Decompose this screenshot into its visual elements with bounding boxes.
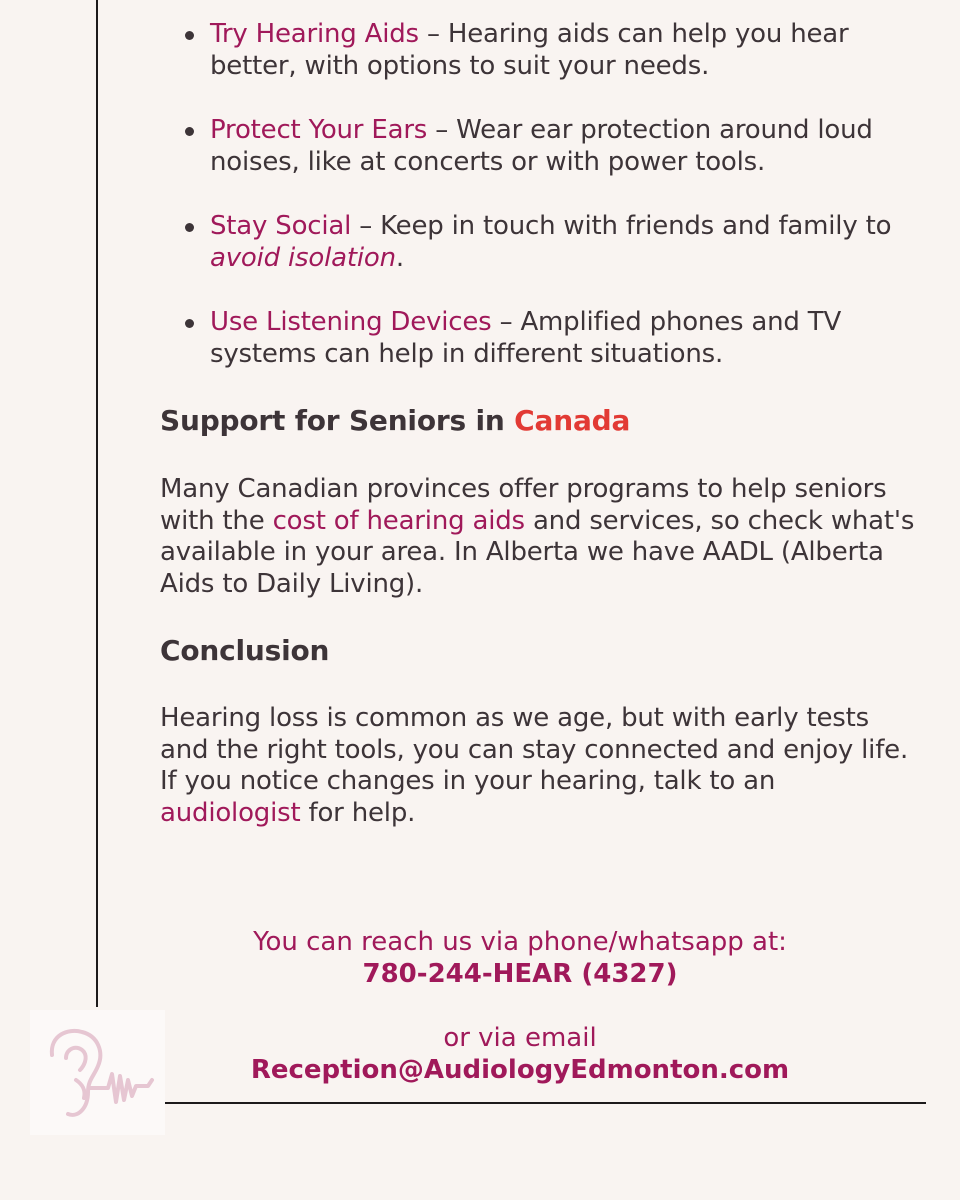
support-text-before: Many Canadian provinces offer programs to help seniors with the: [160, 474, 887, 536]
conclusion-text-before: Hearing loss is common as we age, but with early tests and the right tools, you can stay connected and enjoy life. If you notice changes in your hearing, talk to an: [160, 703, 909, 796]
bullet-icon: [185, 319, 194, 328]
bullet-icon: [185, 223, 194, 232]
support-heading: [160, 404, 630, 438]
tips-list: [160, 18, 900, 402]
phone-intro: You can reach us via phone/whatsapp at:: [253, 927, 787, 957]
tip-dash: –: [491, 307, 521, 337]
tip-text: Amplified phones and TV systems can help in different situations.: [210, 307, 842, 369]
cost-of-hearing-aids-link[interactable]: cost of hearing aids: [272, 505, 525, 536]
list-item: [160, 306, 900, 370]
support-text-after: and services, so check what's available in your area. In Alberta we have AADL (Alberta Aids to Daily Living).: [160, 505, 915, 599]
audiologist-link[interactable]: audiologist: [160, 797, 301, 828]
tip-dash: –: [351, 211, 381, 241]
ear-waveform-icon: [30, 1010, 165, 1135]
conclusion-paragraph: [160, 703, 920, 829]
tip-title: Use Listening Devices: [210, 307, 492, 337]
tip-tail: .: [395, 243, 404, 273]
tip-text: Hearing aids can help you hear better, with options to suit your needs.: [210, 19, 849, 81]
email-intro: or via email: [443, 1023, 597, 1053]
tip-title: Try Hearing Aids: [210, 19, 419, 49]
bullet-icon: [185, 127, 194, 136]
support-heading-prefix: Support for Seniors in: [160, 404, 515, 437]
email-address-text[interactable]: Reception@AudiologyEdmonton.com: [250, 1055, 790, 1085]
phone-number-text[interactable]: 780-244-HEAR (4327): [362, 959, 678, 989]
list-item: [160, 210, 900, 274]
tip-title: Protect Your Ears: [210, 115, 428, 145]
list-item: [160, 18, 900, 82]
logo: [30, 1010, 165, 1135]
tip-text: Wear ear protection around loud noises, like at concerts or with power tools.: [210, 115, 873, 177]
horizontal-divider: [158, 1102, 926, 1104]
tip-title: Stay Social: [210, 211, 352, 241]
tip-emphasis: avoid isolation: [210, 243, 396, 273]
bullet-icon: [185, 31, 194, 40]
tip-dash: –: [418, 19, 448, 49]
support-paragraph: [160, 474, 920, 600]
vertical-divider: [96, 0, 98, 1007]
conclusion-text-after: for help.: [300, 797, 416, 828]
email-address[interactable]: [160, 1054, 880, 1086]
support-heading-highlight: Canada: [514, 404, 631, 437]
list-item: [160, 114, 900, 178]
conclusion-heading: Conclusion: [160, 634, 330, 667]
phone-number[interactable]: [160, 958, 880, 990]
tip-dash: –: [427, 115, 457, 145]
tip-text: Keep in touch with friends and family to: [380, 211, 892, 241]
